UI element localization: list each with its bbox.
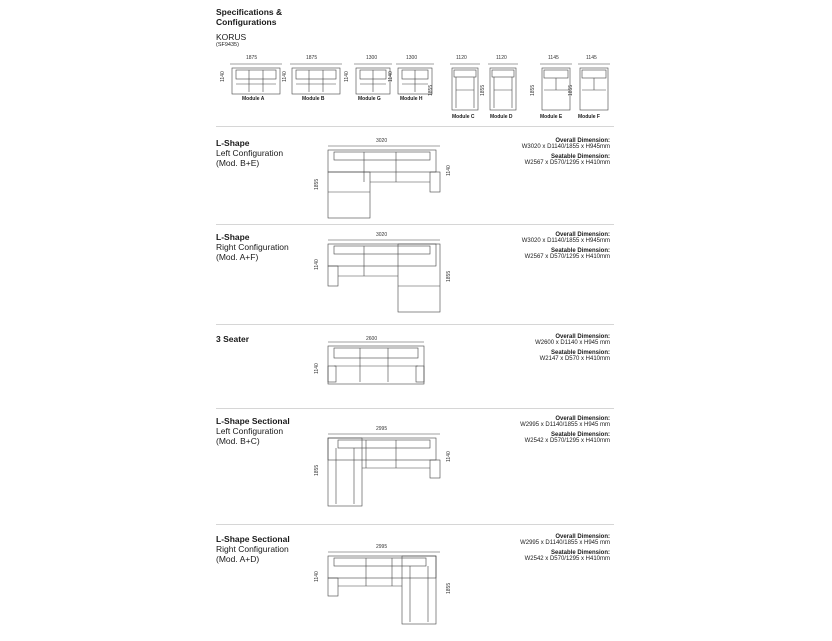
module-e-label: Module E (540, 114, 563, 120)
config-5-seat: W2542 x D570/1295 x H410mm (524, 556, 610, 562)
config-5-sub2: (Mod. A+D) (216, 554, 260, 564)
config-2-drawing (326, 238, 442, 314)
config-1-specs (480, 138, 610, 166)
config-1-overall: W3020 x D1140/1855 x H945mm (521, 144, 610, 150)
config-2-seat-label: Seatable Dimension: (550, 248, 610, 254)
module-a-drawing (230, 62, 282, 96)
module-d-label: Module D (490, 114, 513, 120)
module-e-depth: 1855 (530, 84, 536, 96)
config-1-seat-label: Seatable Dimension: (550, 154, 610, 160)
module-b-label: Module B (302, 96, 325, 102)
module-d-drawing (488, 62, 518, 112)
module-b-drawing (290, 62, 342, 96)
module-d-width: 1120 (496, 55, 507, 61)
config-3-specs (480, 334, 610, 362)
config-1-text (216, 138, 283, 168)
config-4-drawing (326, 432, 442, 508)
module-h-depth: 1140 (388, 71, 394, 82)
config-3-overall-label: Overall Dimension: (555, 334, 610, 340)
config-1-sub2: (Mod. B+E) (216, 158, 260, 168)
config-5-dim-b: 1855 (446, 582, 452, 594)
divider (216, 324, 614, 325)
config-2-dim-a: 1140 (314, 259, 320, 270)
config-4-dim-a: 1855 (314, 464, 320, 476)
module-c-width: 1120 (456, 55, 467, 61)
config-1-seat: W2567 x D570/1295 x H410mm (524, 160, 610, 166)
config-1-dim-b: 1140 (446, 165, 452, 176)
module-g-label: Module G (358, 96, 381, 102)
config-2-sub1: Right Configuration (216, 242, 289, 252)
config-2-width: 3020 (376, 232, 388, 238)
module-c-drawing (450, 62, 480, 112)
config-5-dim-a: 1140 (314, 571, 320, 582)
page-title (216, 7, 282, 27)
config-3-seat: W2147 x D570 x H410mm (539, 356, 610, 362)
module-f-drawing (578, 62, 610, 112)
config-1-overall-label: Overall Dimension: (555, 138, 610, 144)
module-d-depth: 1855 (480, 84, 486, 96)
module-h-label: Module H (400, 96, 423, 102)
config-2-dim-b: 1855 (446, 270, 452, 282)
divider (216, 408, 614, 409)
divider (216, 524, 614, 525)
config-2-specs (480, 232, 610, 260)
config-4-width: 2995 (376, 426, 388, 432)
config-4-seat: W2542 x D570/1295 x H410mm (524, 438, 610, 444)
config-5-specs (480, 534, 610, 562)
module-a-depth: 1140 (220, 71, 226, 82)
config-2-title: L-Shape (216, 232, 250, 242)
title-line-2: Configurations (216, 17, 277, 27)
module-b-depth: 1140 (282, 71, 288, 82)
config-4-title: L-Shape Sectional (216, 416, 290, 426)
module-g-width: 1300 (366, 55, 378, 61)
config-2-sub2: (Mod. A+F) (216, 252, 259, 262)
config-2-overall-label: Overall Dimension: (555, 232, 610, 238)
config-5-overall-label: Overall Dimension: (555, 534, 610, 540)
config-1-dim-a: 1855 (314, 178, 320, 190)
config-5-width: 2995 (376, 544, 388, 550)
module-a-label: Module A (242, 96, 265, 102)
config-5-text (216, 534, 290, 564)
config-3-dim-a: 1140 (314, 363, 320, 374)
config-2-text (216, 232, 289, 262)
config-3-text (216, 334, 249, 344)
config-2-overall: W3020 x D1140/1855 x H945mm (521, 238, 610, 244)
config-4-text (216, 416, 290, 446)
module-f-label: Module F (578, 114, 600, 120)
module-g-drawing (354, 62, 392, 96)
divider (216, 224, 614, 225)
config-1-drawing (326, 144, 442, 220)
module-c-depth: 1855 (428, 84, 434, 96)
module-b-width: 1875 (306, 55, 318, 61)
config-4-sub2: (Mod. B+C) (216, 436, 260, 446)
config-3-seat-label: Seatable Dimension: (550, 350, 610, 356)
module-h-width: 1300 (406, 55, 418, 61)
module-e-width: 1145 (548, 55, 559, 61)
module-a-width: 1875 (246, 55, 258, 61)
config-5-overall: W2995 x D1140/1855 x H945 mm (520, 540, 610, 546)
config-5-title: L-Shape Sectional (216, 534, 290, 544)
config-4-seat-label: Seatable Dimension: (550, 432, 610, 438)
product-name: KORUS (216, 32, 247, 42)
module-f-width: 1145 (586, 55, 597, 61)
module-f-depth: 1855 (568, 84, 574, 96)
config-4-specs (480, 416, 610, 444)
config-1-sub1: Left Configuration (216, 148, 284, 158)
config-3-drawing (326, 340, 426, 386)
config-2-seat: W2567 x D570/1295 x H410mm (524, 254, 610, 260)
title-line-1: Specifications & (216, 7, 283, 17)
divider (216, 126, 614, 127)
config-3-title: 3 Seater (216, 334, 250, 344)
module-g-depth: 1140 (344, 71, 350, 82)
config-1-title: L-Shape (216, 138, 250, 148)
config-4-dim-b: 1140 (446, 451, 452, 462)
product-code: (SF9435) (216, 42, 239, 48)
config-4-sub1: Left Configuration (216, 426, 284, 436)
config-5-drawing (326, 550, 442, 626)
config-5-sub1: Right Configuration (216, 544, 289, 554)
config-5-seat-label: Seatable Dimension: (550, 550, 610, 556)
config-1-width: 3020 (376, 138, 388, 144)
module-c-label: Module C (452, 114, 475, 120)
config-3-width: 2600 (366, 336, 378, 342)
config-3-overall: W2600 x D1140 x H945 mm (535, 340, 610, 346)
config-4-overall: W2995 x D1140/1855 x H945 mm (520, 422, 610, 428)
config-4-overall-label: Overall Dimension: (555, 416, 610, 422)
